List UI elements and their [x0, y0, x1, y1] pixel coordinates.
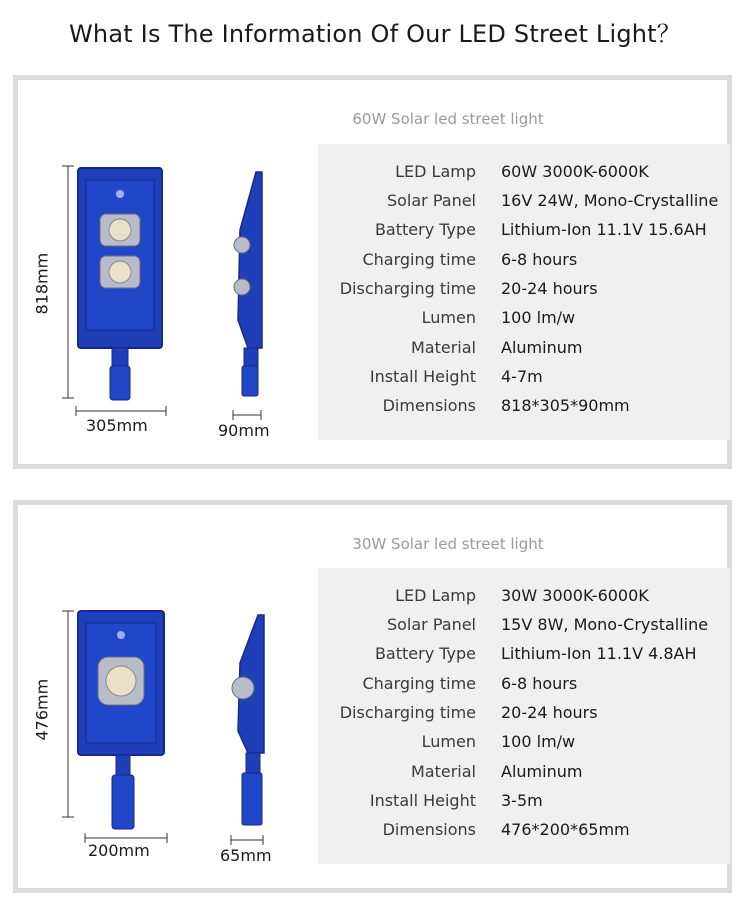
spec-row [318, 362, 730, 391]
spec-label: Solar Panel [386, 191, 476, 210]
spec-row [318, 727, 730, 756]
lamp-front-image [76, 166, 166, 401]
spec-value: 60W 3000K-6000K [501, 162, 649, 181]
height-label: 476mm [32, 678, 52, 741]
spec-value: 100 lm/w [501, 308, 576, 327]
spec-value: Aluminum [501, 338, 583, 357]
spec-label: LED Lamp [395, 162, 476, 181]
product-panel-60w [13, 75, 732, 469]
spec-row [318, 186, 730, 215]
spec-row [318, 698, 730, 727]
product-title: 60W Solar led street light [352, 110, 544, 128]
spec-label: Charging time [362, 250, 476, 269]
spec-row [318, 303, 730, 332]
product-panel-30w [13, 500, 732, 893]
spec-label: Dimensions [382, 820, 476, 839]
spec-row [318, 815, 730, 844]
spec-value: 30W 3000K-6000K [501, 586, 649, 605]
spec-label: Discharging time [339, 703, 476, 722]
height-dimension-line [58, 609, 78, 819]
spec-value: 4-7m [501, 367, 543, 386]
depth-dimension-line [230, 835, 264, 845]
spec-row [318, 157, 730, 186]
spec-label: Battery Type [374, 644, 476, 663]
spec-value: 476*200*65mm [501, 820, 630, 839]
spec-row [318, 581, 730, 610]
spec-row [318, 669, 730, 698]
spec-value: 16V 24W, Mono-Crystalline [501, 191, 719, 210]
spec-row [318, 245, 730, 274]
depth-label: 90mm [218, 421, 270, 440]
spec-value: Lithium-Ion 11.1V 4.8AH [501, 644, 697, 663]
spec-row [318, 786, 730, 815]
spec-label: Battery Type [374, 220, 476, 239]
spec-value: 20-24 hours [501, 279, 598, 298]
spec-label: Material [411, 338, 476, 357]
depth-dimension-line [232, 410, 262, 420]
spec-label: Charging time [362, 674, 476, 693]
spec-label: Install Height [369, 791, 476, 810]
spec-value: 15V 8W, Mono-Crystalline [501, 615, 709, 634]
spec-value: 6-8 hours [501, 674, 578, 693]
spec-row [318, 639, 730, 668]
spec-row [318, 391, 730, 420]
lamp-front-image [76, 609, 168, 831]
spec-value: 818*305*90mm [501, 396, 630, 415]
width-label: 305mm [86, 416, 148, 435]
product-title: 30W Solar led street light [352, 535, 544, 553]
spec-label: Lumen [421, 308, 476, 327]
spec-row [318, 610, 730, 639]
width-label: 200mm [88, 841, 150, 860]
spec-label: Lumen [421, 732, 476, 751]
spec-value: Lithium-Ion 11.1V 15.6AH [501, 220, 707, 239]
spec-value: 6-8 hours [501, 250, 578, 269]
spec-value: 3-5m [501, 791, 543, 810]
spec-row [318, 215, 730, 244]
spec-label: Solar Panel [386, 615, 476, 634]
height-label: 818mm [32, 252, 52, 315]
spec-table [318, 568, 730, 864]
depth-label: 65mm [220, 846, 272, 865]
spec-label: Discharging time [339, 279, 476, 298]
width-dimension-line [75, 406, 167, 416]
spec-label: LED Lamp [395, 586, 476, 605]
spec-row [318, 274, 730, 303]
lamp-side-image [226, 170, 266, 398]
lamp-side-image [226, 613, 268, 827]
spec-row [318, 757, 730, 786]
spec-value: Aluminum [501, 762, 583, 781]
spec-table [318, 144, 730, 440]
height-dimension-line [58, 164, 78, 400]
spec-value: 20-24 hours [501, 703, 598, 722]
spec-label: Material [411, 762, 476, 781]
spec-row [318, 333, 730, 362]
spec-label: Dimensions [382, 396, 476, 415]
spec-label: Install Height [369, 367, 476, 386]
page-heading: What Is The Information Of Our LED Street Light？ [69, 20, 681, 48]
spec-value: 100 lm/w [501, 732, 576, 751]
